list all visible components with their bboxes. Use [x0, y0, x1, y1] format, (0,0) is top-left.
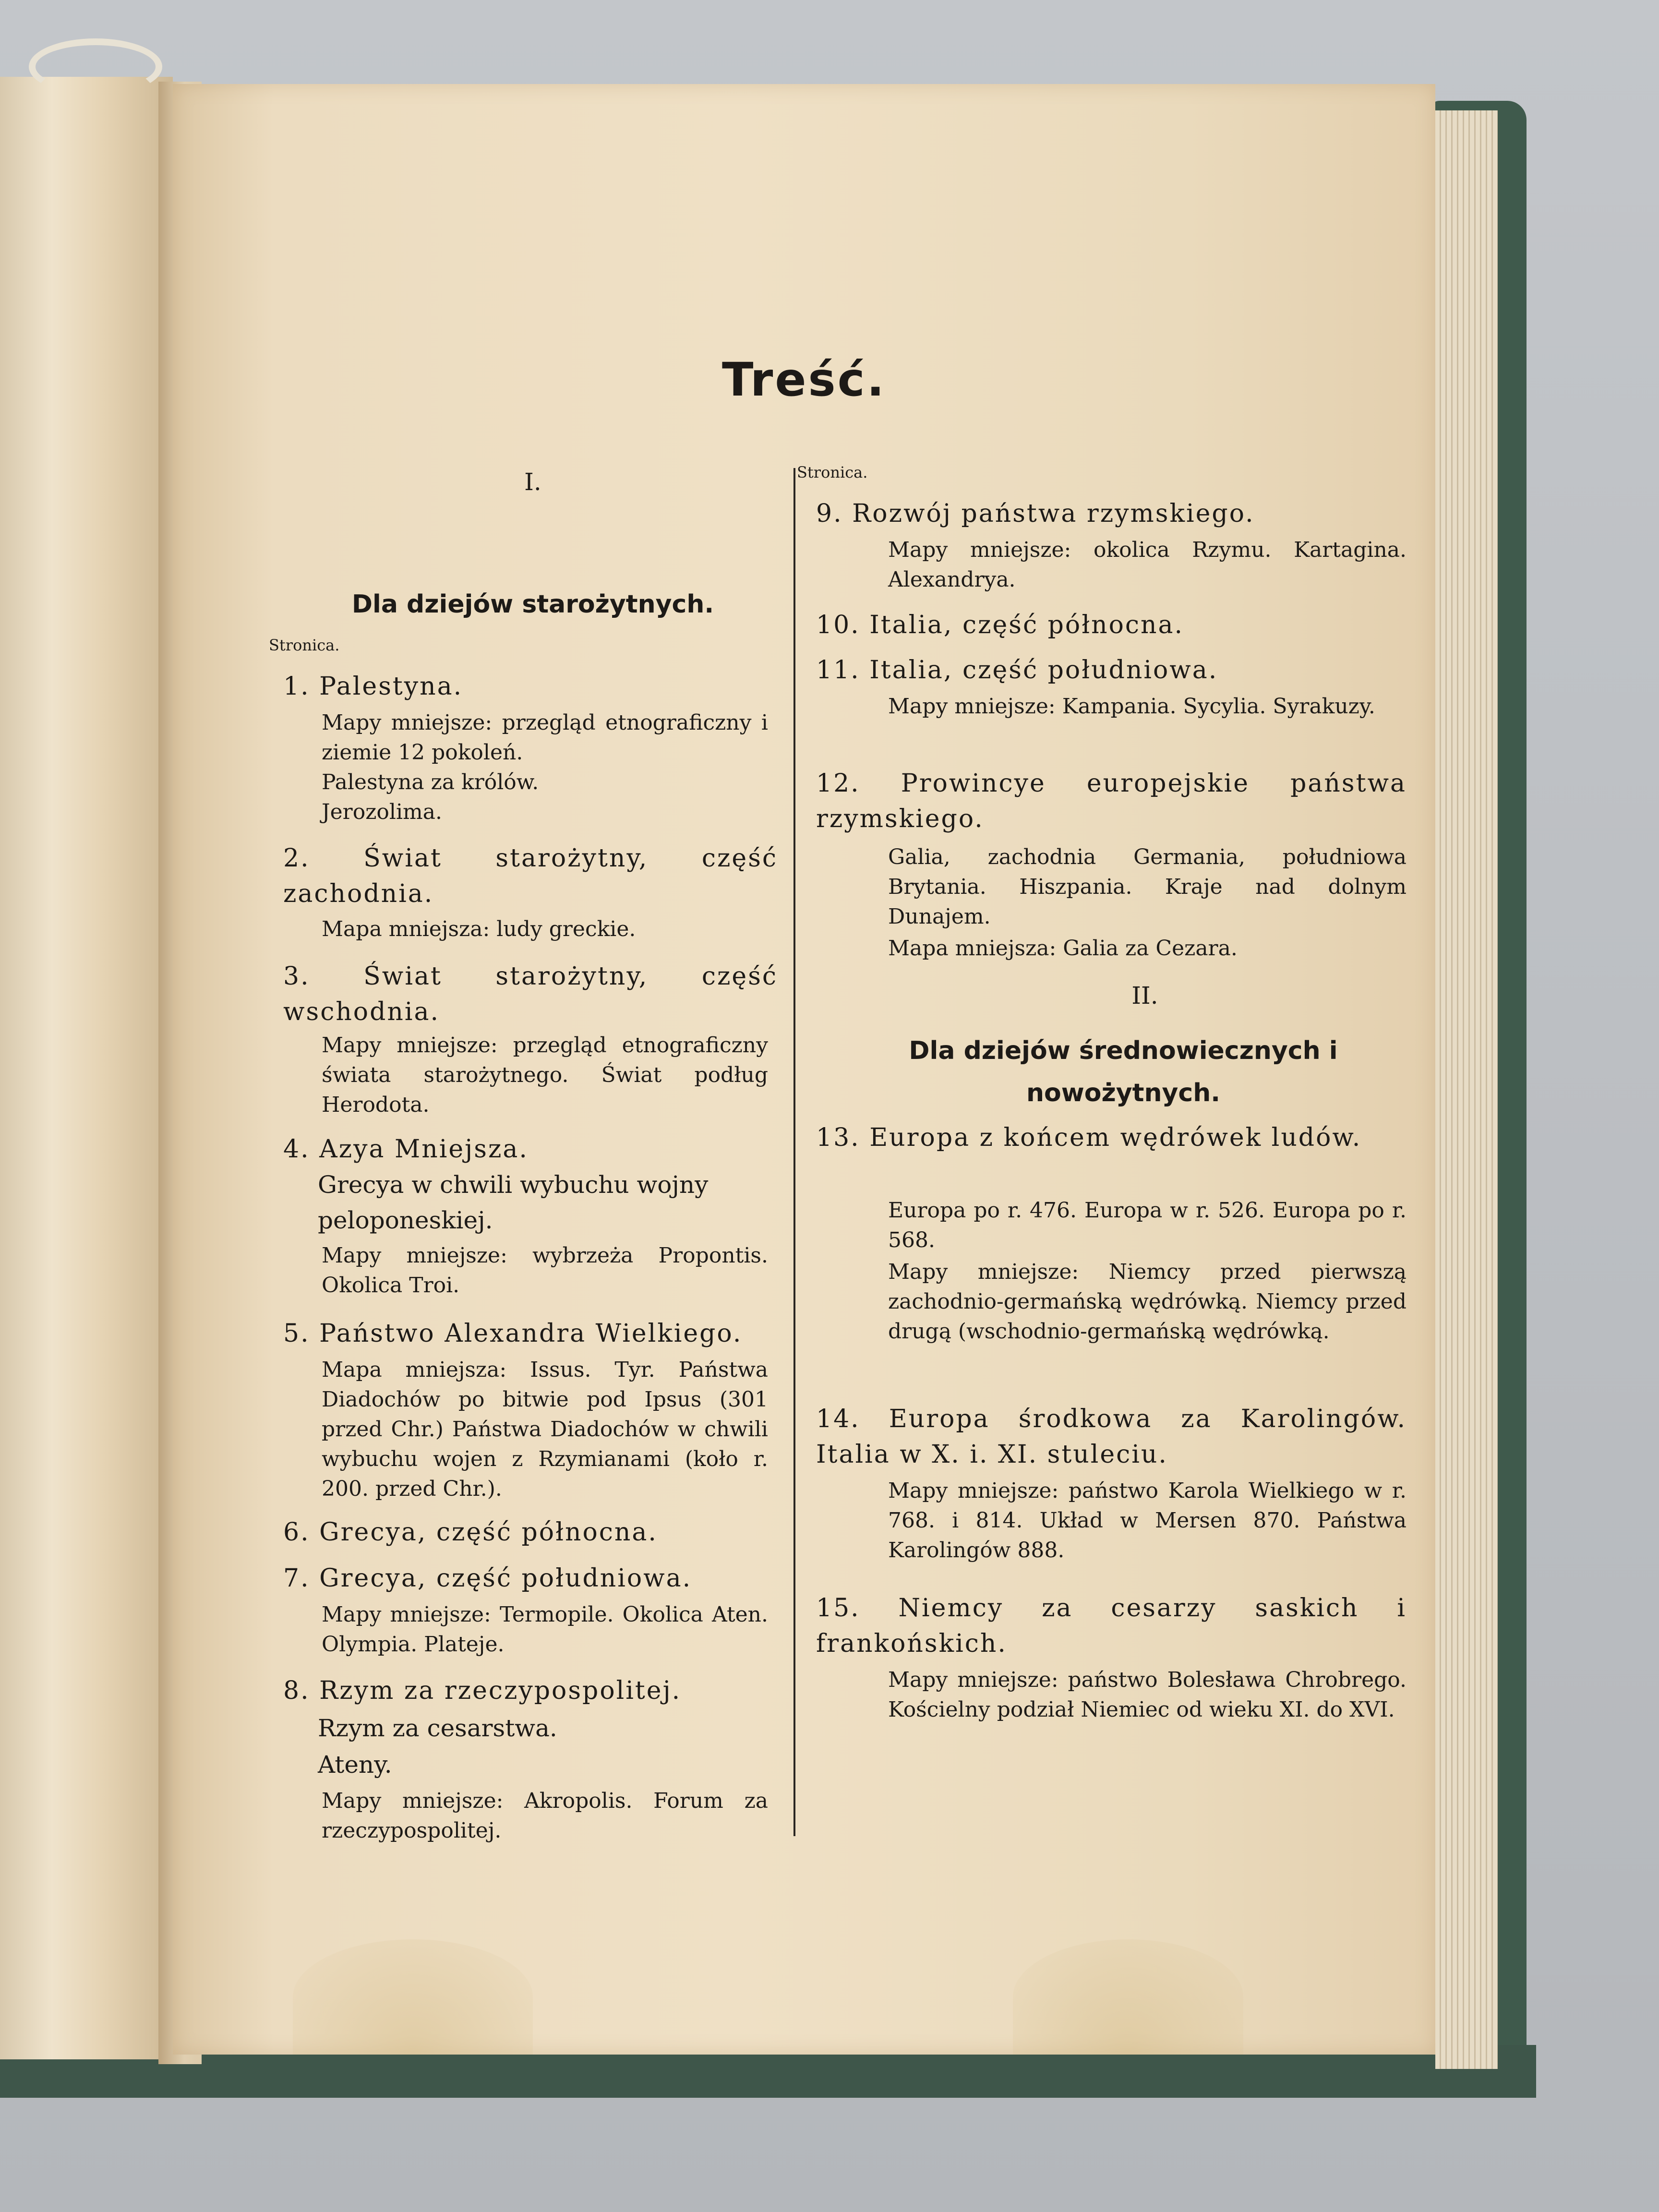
toc-entry-10: 10. Italia, część północna.	[816, 611, 1184, 639]
toc-entry-11: 11. Italia, część południowa.	[816, 656, 1218, 685]
toc-entry-5: 5. Państwo Alexandra Wielkiego.	[283, 1319, 743, 1348]
page-stain	[1013, 1939, 1243, 2055]
toc-entry-12-maps: Mapa mniejsza: Galia za Cezara.	[888, 936, 1238, 961]
toc-entry-7: 7. Grecya, część południowa.	[283, 1564, 692, 1593]
toc-entry-4: 4. Azya Mniejsza.	[283, 1135, 529, 1164]
toc-entry-3-maps: Mapy mniejsze: przegląd etnograficzny świata starożytnego. Świat podług Herodota.	[322, 1033, 768, 1117]
toc-entry-13-maps: Europa po r. 476. Europa w r. 526. Europa po r. 568.	[888, 1198, 1407, 1252]
toc-entry-5-maps: Mapa mniejsza: Issus. Tyr. Państwa Diadochów po bitwie pod Ipsus (301 przed Chr.) Państwa Diadochów w chwili wybuchu wojen z Rzymianami (koło r. 200. przed Chr.).	[322, 1358, 768, 1501]
toc-entry-4-subtitle: Grecya w chwili wybuchu wojny peloponeskiej.	[318, 1171, 709, 1234]
toc-entry-12: 12. Prowincye europejskie państwa rzymskiego.	[816, 769, 1407, 833]
page-column-label: Stronica.	[269, 636, 340, 654]
toc-entry-3: 3. Świat starożytny, część wschodnia.	[283, 962, 778, 1026]
toc-entry-7-maps: Mapy mniejsze: Termopile. Okolica Aten. Olympia. Plateje.	[322, 1602, 768, 1657]
toc-entry-12-regions: Galia, zachodnia Germania, południowa Brytania. Hiszpania. Kraje nad dolnym Dunajem.	[888, 845, 1407, 929]
binding-thread	[29, 38, 162, 95]
toc-entry-15-maps: Mapy mniejsze: państwo Bolesława Chrobrego. Kościelny podział Niemiec od wieku XI. do XVI.	[888, 1668, 1407, 1722]
toc-entry-2: 2. Świat starożytny, część zachodnia.	[283, 844, 778, 908]
part-2-numeral: II.	[1131, 982, 1158, 1010]
toc-entry-1-note: Jerozolima.	[322, 800, 442, 824]
toc-entry-9: 9. Rozwój państwa rzymskiego.	[816, 499, 1255, 528]
page-column-label: Stronica.	[797, 463, 868, 481]
toc-entry-14-maps: Mapy mniejsze: państwo Karola Wielkiego w r. 768. i 814. Układ w Mersen 870. Państwa Karolingów 888.	[888, 1479, 1407, 1563]
toc-entry-8: 8. Rzym za rzeczypospolitej.	[283, 1676, 682, 1705]
page-edges	[1435, 110, 1498, 2069]
toc-entry-6: 6. Grecya, część północna.	[283, 1518, 658, 1547]
part-1-heading: Dla dziejów starożytnych.	[351, 590, 714, 619]
toc-entry-1-note: Palestyna za królów.	[322, 770, 539, 794]
part-1-numeral: I.	[524, 468, 541, 496]
page-title: Treść.	[722, 353, 886, 407]
toc-entry-1: 1. Palestyna.	[283, 672, 463, 701]
toc-entry-9-maps: Mapy mniejsze: okolica Rzymu. Kartagina. Alexandrya.	[888, 538, 1407, 592]
toc-entry-8-maps: Mapy mniejsze: Akropolis. Forum za rzeczypospolitej.	[322, 1789, 768, 1843]
toc-entry-8-subtitle: Ateny.	[318, 1751, 392, 1779]
toc-entry-14: 14. Europa środkowa za Karolingów. Italia w X. i. XI. stuleciu.	[816, 1405, 1407, 1469]
toc-entry-11-maps: Mapy mniejsze: Kampania. Sycylia. Syrakuzy.	[888, 694, 1375, 719]
toc-entry-1-maps: Mapy mniejsze: przegląd etnograficzny i ziemie 12 pokoleń.	[322, 710, 768, 765]
toc-entry-15: 15. Niemcy za cesarzy saskich i frankońskich.	[816, 1594, 1407, 1658]
column-divider	[793, 468, 795, 1836]
page-stain	[293, 1939, 533, 2055]
left-page-edge	[0, 77, 173, 2059]
toc-entry-8-subtitle: Rzym za cesarstwa.	[318, 1714, 557, 1742]
toc-entry-13-maps: Mapy mniejsze: Niemcy przed pierwszą zachodnio-germańską wędrówką. Niemcy przed drugą (wschodnio-germańską wędrówką.	[888, 1260, 1407, 1344]
part-2-heading: Dla dziejów średnowiecznych i nowożytnych.	[909, 1036, 1338, 1107]
toc-entry-13: 13. Europa z końcem wędrówek ludów.	[816, 1123, 1362, 1152]
toc-entry-4-maps: Mapy mniejsze: wybrzeża Propontis. Okolica Troi.	[322, 1243, 768, 1298]
table-of-contents-page	[173, 84, 1435, 2055]
toc-entry-2-maps: Mapa mniejsza: ludy greckie.	[322, 917, 636, 941]
